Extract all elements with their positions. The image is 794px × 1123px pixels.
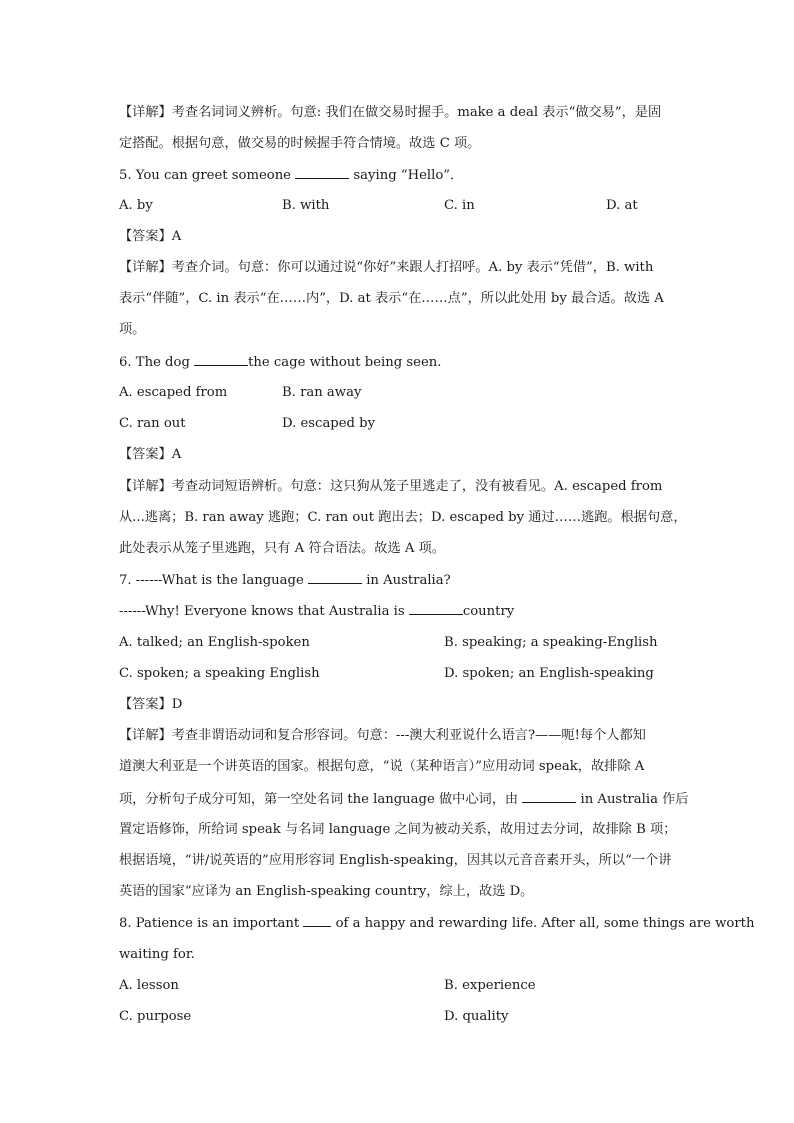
q5-stem — [119, 166, 689, 185]
q7-line1-after: in Australia? — [366, 573, 451, 588]
q7-blank-2 — [409, 602, 463, 615]
q7-line1-before: 7. ------What is the language — [119, 573, 304, 588]
q5-option-d: D. at — [606, 198, 638, 213]
q4-detail-line-1: 【详解】考查名词词义辨析。句意: 我们在做交易时握手。make a deal 表示“做交易”，是固 — [119, 105, 662, 120]
q7-line2-after: country — [462, 604, 515, 619]
q6-blank — [194, 353, 248, 366]
q8-option-a: A. lesson — [119, 978, 179, 993]
q7-option-d: D. spoken; an English-speaking — [444, 666, 654, 681]
q5-detail-line-1: 【详解】考查介词。句意：你可以通过说“你好”来跟人打招呼。A. by 表示“凭借”，B. with — [119, 260, 654, 275]
q7-detail-line-5: 根据语境，“讲/说英语的”应用形容词 English-speaking，因其以元音音素开头，所以“一个讲 — [119, 853, 672, 868]
q6-stem-before: 6. The dog — [119, 355, 190, 370]
q6-option-c: C. ran out — [119, 416, 186, 431]
q8-option-b: B. experience — [444, 978, 536, 993]
q5-detail-line-2: 表示“伴随”，C. in 表示“在……内”，D. at 表示“在……点”，所以此处用 by 最合适。故选 A — [119, 291, 664, 306]
q7-answer: 【答案】D — [119, 697, 183, 712]
q5-option-b: B. with — [282, 198, 330, 213]
q6-stem-after: the cage without being seen. — [248, 355, 442, 370]
q5-blank — [295, 166, 349, 179]
q7-detail-line-2: 道澳大利亚是一个讲英语的国家。根据句意，“说（某种语言）”应用动词 speak，故排除 A — [119, 759, 645, 774]
q7-detail-line-3b: in Australia 作后 — [580, 792, 689, 807]
q4-detail-line-2: 定搭配。根据句意，做交易的时候握手符合情境。故选 C 项。 — [119, 136, 481, 151]
q6-detail-line-2: 从...逃离；B. ran away 逃跑；C. ran out 跑出去；D. escaped by 通过……逃跑。根据句意， — [119, 510, 687, 525]
q7-line2-before: ------Why! Everyone knows that Australia is — [119, 604, 405, 619]
q6-option-b: B. ran away — [282, 385, 362, 400]
q8-line1-after: of a happy and rewarding life. After all, some things are worth — [335, 916, 755, 931]
q5-answer: 【答案】A — [119, 229, 182, 244]
q7-detail-line-1: 【详解】考查非谓语动词和复合形容词。句意：---澳大利亚说什么语言?——呃!每个人都知 — [119, 728, 646, 743]
q8-line1-before: 8. Patience is an important — [119, 916, 300, 931]
q5-option-a: A. by — [119, 198, 153, 213]
q7-option-b: B. speaking; a speaking-English — [444, 635, 658, 650]
q6-detail-line-1: 【详解】考查动词短语辨析。句意：这只狗从笼子里逃走了，没有被看见。A. escaped from — [119, 479, 663, 494]
q7-option-c: C. spoken; a speaking English — [119, 666, 320, 681]
q7-blank-1 — [308, 571, 362, 584]
q7-stem-line-1 — [119, 571, 689, 590]
q8-stem-line-1 — [119, 914, 755, 933]
q7-stem-line-2 — [119, 602, 689, 621]
q5-option-c: C. in — [444, 198, 475, 213]
q6-option-d: D. escaped by — [282, 416, 376, 431]
q7-detail-line-4: 置定语修饰，所给词 speak 与名词 language 之间为被动关系，故用过去分词，故排除 B 项； — [119, 822, 677, 837]
q6-answer: 【答案】A — [119, 447, 182, 462]
q7-detail-blank — [522, 790, 576, 803]
q7-option-a: A. talked; an English-spoken — [119, 635, 310, 650]
q7-detail-line-3 — [119, 790, 689, 809]
q5-stem-before: 5. You can greet someone — [119, 168, 291, 183]
q6-detail-line-3: 此处表示从笼子里逃跑，只有 A 符合语法。故选 A 项。 — [119, 541, 445, 556]
q8-option-c: C. purpose — [119, 1009, 192, 1024]
q7-detail-line-6: 英语的国家”应译为 an English-speaking country，综上，故选 D。 — [119, 884, 534, 899]
q6-stem — [119, 353, 689, 372]
q5-stem-after: saying “Hello”． — [353, 168, 464, 183]
q6-option-a: A. escaped from — [119, 385, 228, 400]
q8-stem-line-2: waiting for. — [119, 947, 195, 962]
q7-detail-line-3a: 项，分析句子成分可知，第一空处名词 the language 做中心词，由 — [119, 792, 519, 807]
q8-option-d: D. quality — [444, 1009, 509, 1024]
q8-blank — [303, 914, 331, 927]
q5-detail-line-3: 项。 — [119, 322, 146, 337]
